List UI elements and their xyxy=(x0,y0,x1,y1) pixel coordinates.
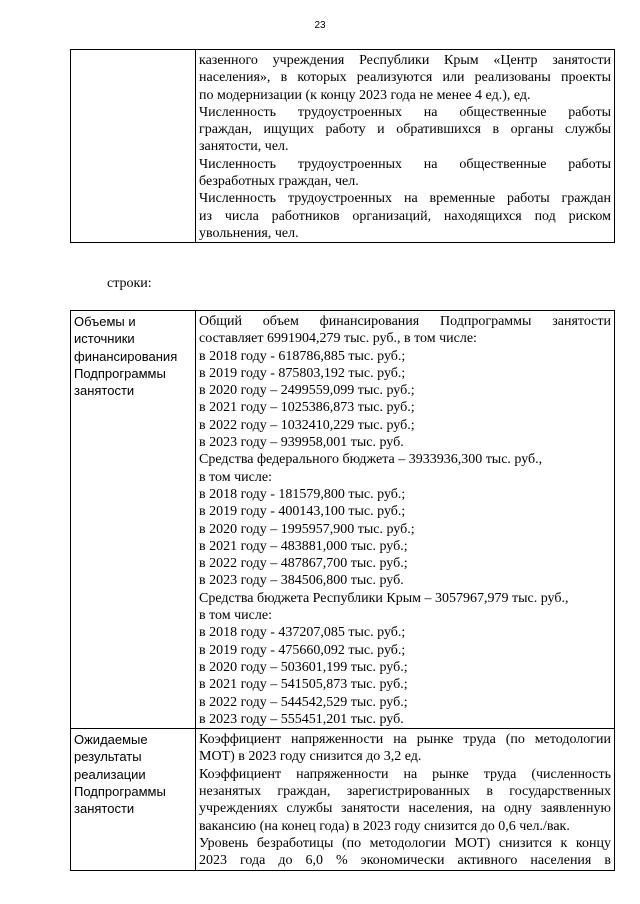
content-cell xyxy=(196,311,615,729)
text-line: 2023 года до 6,0 % экономически активного населения в xyxy=(199,853,611,869)
text-line: в 2021 году – 1025386,873 тыс. руб.; xyxy=(199,400,415,416)
text-line: безработных граждан, чел. xyxy=(199,174,359,190)
text-line: в 2018 году - 437207,085 тыс. руб.; xyxy=(199,625,406,641)
text-line: в 2019 году - 875803,192 тыс. руб.; xyxy=(199,365,406,381)
label-line: финансирования xyxy=(74,348,178,364)
text-line: МОТ) в 2023 году снизится до 3,2 ед. xyxy=(199,749,422,765)
row-label xyxy=(74,313,192,399)
text-line: в 2019 году - 400143,100 тыс. руб.; xyxy=(199,504,406,520)
content-lines xyxy=(199,731,611,869)
text-line: Численность трудоустроенных на общественные работы xyxy=(199,156,611,172)
text-line: в 2021 году – 483881,000 тыс. руб.; xyxy=(199,538,408,554)
text-line: в 2020 году – 2499559,099 тыс. руб.; xyxy=(199,383,415,399)
text-line: Средства федерального бюджета – 3933936,300 тыс. руб., xyxy=(199,452,543,468)
page-number: 23 xyxy=(314,20,326,31)
label-line: Объемы и xyxy=(74,314,136,329)
text-line: в 2023 году – 555451,201 тыс. руб. xyxy=(199,711,404,727)
content-lines xyxy=(199,313,611,728)
intro-text: строки: xyxy=(107,276,152,291)
text-line: занятости, чел. xyxy=(199,139,289,155)
label-line: источники xyxy=(74,331,135,347)
text-line: Средства бюджета Республики Крым – 3057967,979 тыс. руб., xyxy=(199,590,569,606)
text-line: Уровень безработицы (по методологии МОТ) снизится к концу xyxy=(199,835,611,851)
text-line: в том числе: xyxy=(199,608,272,624)
label-line: Подпрограммы xyxy=(74,365,166,381)
table-row xyxy=(71,50,615,243)
text-line: в том числе: xyxy=(199,469,272,485)
label-cell xyxy=(71,311,196,729)
table-row-financing xyxy=(71,311,615,729)
text-line: Коэффициент напряженности на рынке труда (численность xyxy=(199,766,611,782)
label-line: занятости xyxy=(74,383,135,399)
text-line: составляет 6991904,279 тыс. руб., в том числе: xyxy=(199,331,477,347)
row-label xyxy=(74,731,192,817)
label-line: Ожидаемые xyxy=(74,732,148,748)
text-line: в 2023 году – 384506,800 тыс. руб. xyxy=(199,573,404,589)
text-line: в 2018 году - 181579,800 тыс. руб.; xyxy=(199,486,406,502)
text-line: Численность трудоустроенных на общественные работы xyxy=(199,104,611,120)
text-line: из числа работников организаций, находящихся под риском xyxy=(199,208,611,224)
text-line: казенного учреждения Республики Крым «Центр занятости xyxy=(199,53,611,68)
label-line: реализации xyxy=(74,766,146,782)
content-cell xyxy=(196,729,615,870)
text-line: незанятых граждан, зарегистрированных в государственных xyxy=(199,784,611,800)
text-line: вакансию (на конец года) в 2023 году снизится до 0,6 чел./вак. xyxy=(199,818,570,834)
text-line: Коэффициент напряженности на рынке труда (по методологии xyxy=(199,732,611,748)
text-line: в 2022 году – 487867,700 тыс. руб.; xyxy=(199,556,408,572)
text-line: населения», в которых реализуются или реализованы проекты xyxy=(199,70,611,86)
text-line: в 2022 году – 544542,529 тыс. руб.; xyxy=(199,694,408,710)
text-line: в 2018 году - 618786,885 тыс. руб.; xyxy=(199,348,406,364)
text-line: учреждениях службы занятости населения, на одну заявленную xyxy=(199,801,611,817)
content-lines xyxy=(199,52,611,242)
text-line: увольнения, чел. xyxy=(199,225,299,241)
text-line: по модернизации (к концу 2023 года не менее 4 ед.), ед. xyxy=(199,87,531,103)
content-cell xyxy=(196,50,615,243)
passport-table xyxy=(70,310,615,871)
label-cell xyxy=(71,50,196,243)
text-line: Численность трудоустроенных на временные работы граждан xyxy=(199,191,611,207)
table-row-results xyxy=(71,729,615,870)
text-line: граждан, ищущих работу и обратившихся в органы службы xyxy=(199,122,611,138)
text-line: Общий объем финансирования Подпрограммы занятости xyxy=(199,314,611,329)
label-line: Подпрограммы xyxy=(74,784,166,800)
text-line: в 2021 году – 541505,873 тыс. руб.; xyxy=(199,677,408,693)
label-cell xyxy=(71,729,196,870)
label-line: занятости xyxy=(74,801,135,817)
label-line: результаты xyxy=(74,749,142,765)
continued-table xyxy=(70,49,615,243)
text-line: в 2022 году – 1032410,229 тыс. руб.; xyxy=(199,417,415,433)
text-line: в 2023 году – 939958,001 тыс. руб. xyxy=(199,435,404,451)
text-line: в 2020 году – 503601,199 тыс. руб.; xyxy=(199,659,408,675)
text-line: в 2019 году - 475660,092 тыс. руб.; xyxy=(199,642,406,658)
text-line: в 2020 году – 1995957,900 тыс. руб.; xyxy=(199,521,415,537)
